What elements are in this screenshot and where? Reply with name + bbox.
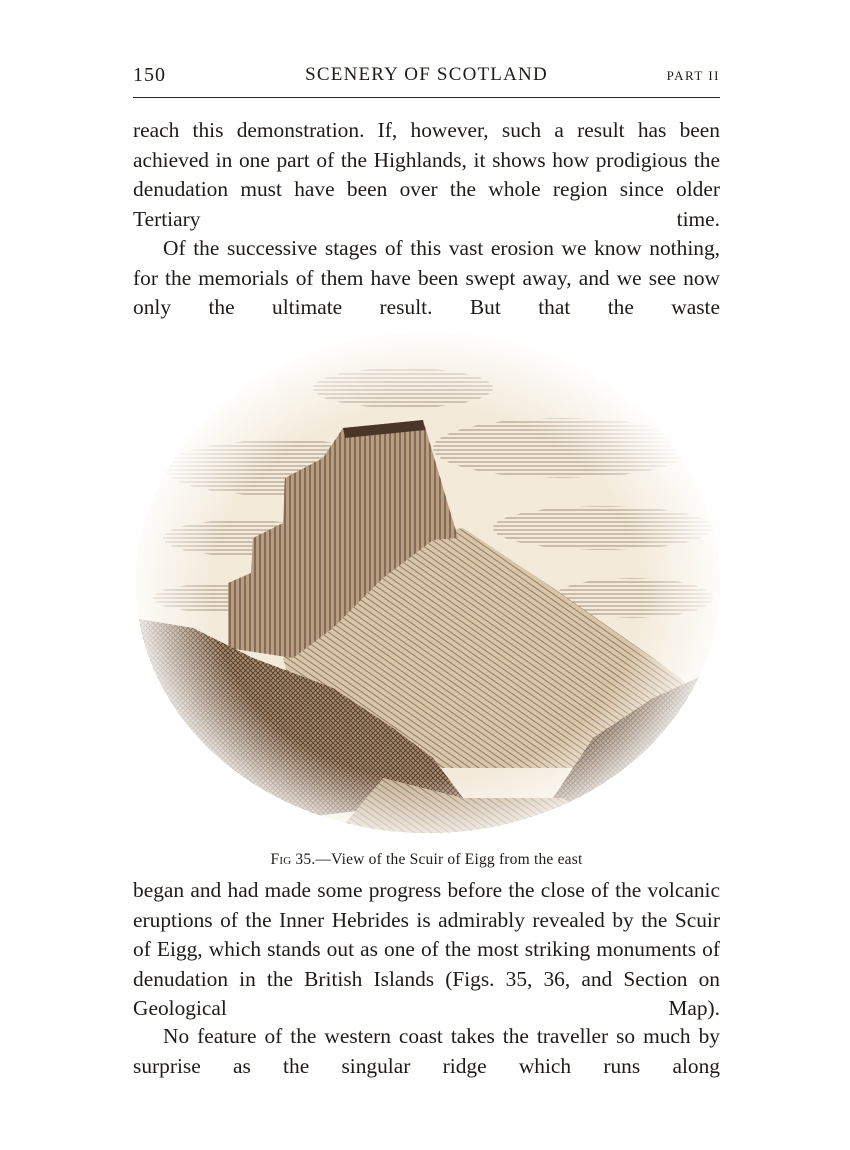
page-number: 150 xyxy=(133,64,166,86)
scuir-of-eigg-engraving xyxy=(133,328,720,838)
figure-caption xyxy=(133,851,720,869)
running-title: SCENERY OF SCOTLAND xyxy=(305,64,548,85)
caption-text: —View of the Scuir of Eigg from the east xyxy=(315,851,583,868)
running-head xyxy=(133,62,720,90)
paragraph-4: No feature of the western coast takes the traveller so much by surprise as the singular ridge which runs along xyxy=(133,1024,720,1078)
paragraph-2: Of the successive stages of this vast erosion we know nothing, for the memorials of them have been swept away, and we see now only the ultimate result. But that the waste xyxy=(133,236,720,319)
paragraph-1: reach this demonstration. If, however, such a result has been achieved in one part of the Highlands, it shows how prodigious the denudation must have been over the whole region since older Tertiary time. xyxy=(133,118,720,231)
header-rule xyxy=(133,97,720,98)
caption-label: Fig 35. xyxy=(270,851,316,868)
part-label: PART II xyxy=(666,68,720,83)
paragraph-3: began and had made some progress before the close of the volcanic eruptions of the Inner Hebrides is admirably revealed by the Scuir of Eigg, which stands out as one of the most striking monuments of denudation in the British Islands (Figs. 35, 36, and Section on Geological Map). xyxy=(133,878,720,1020)
figure-35-illustration xyxy=(133,328,720,838)
